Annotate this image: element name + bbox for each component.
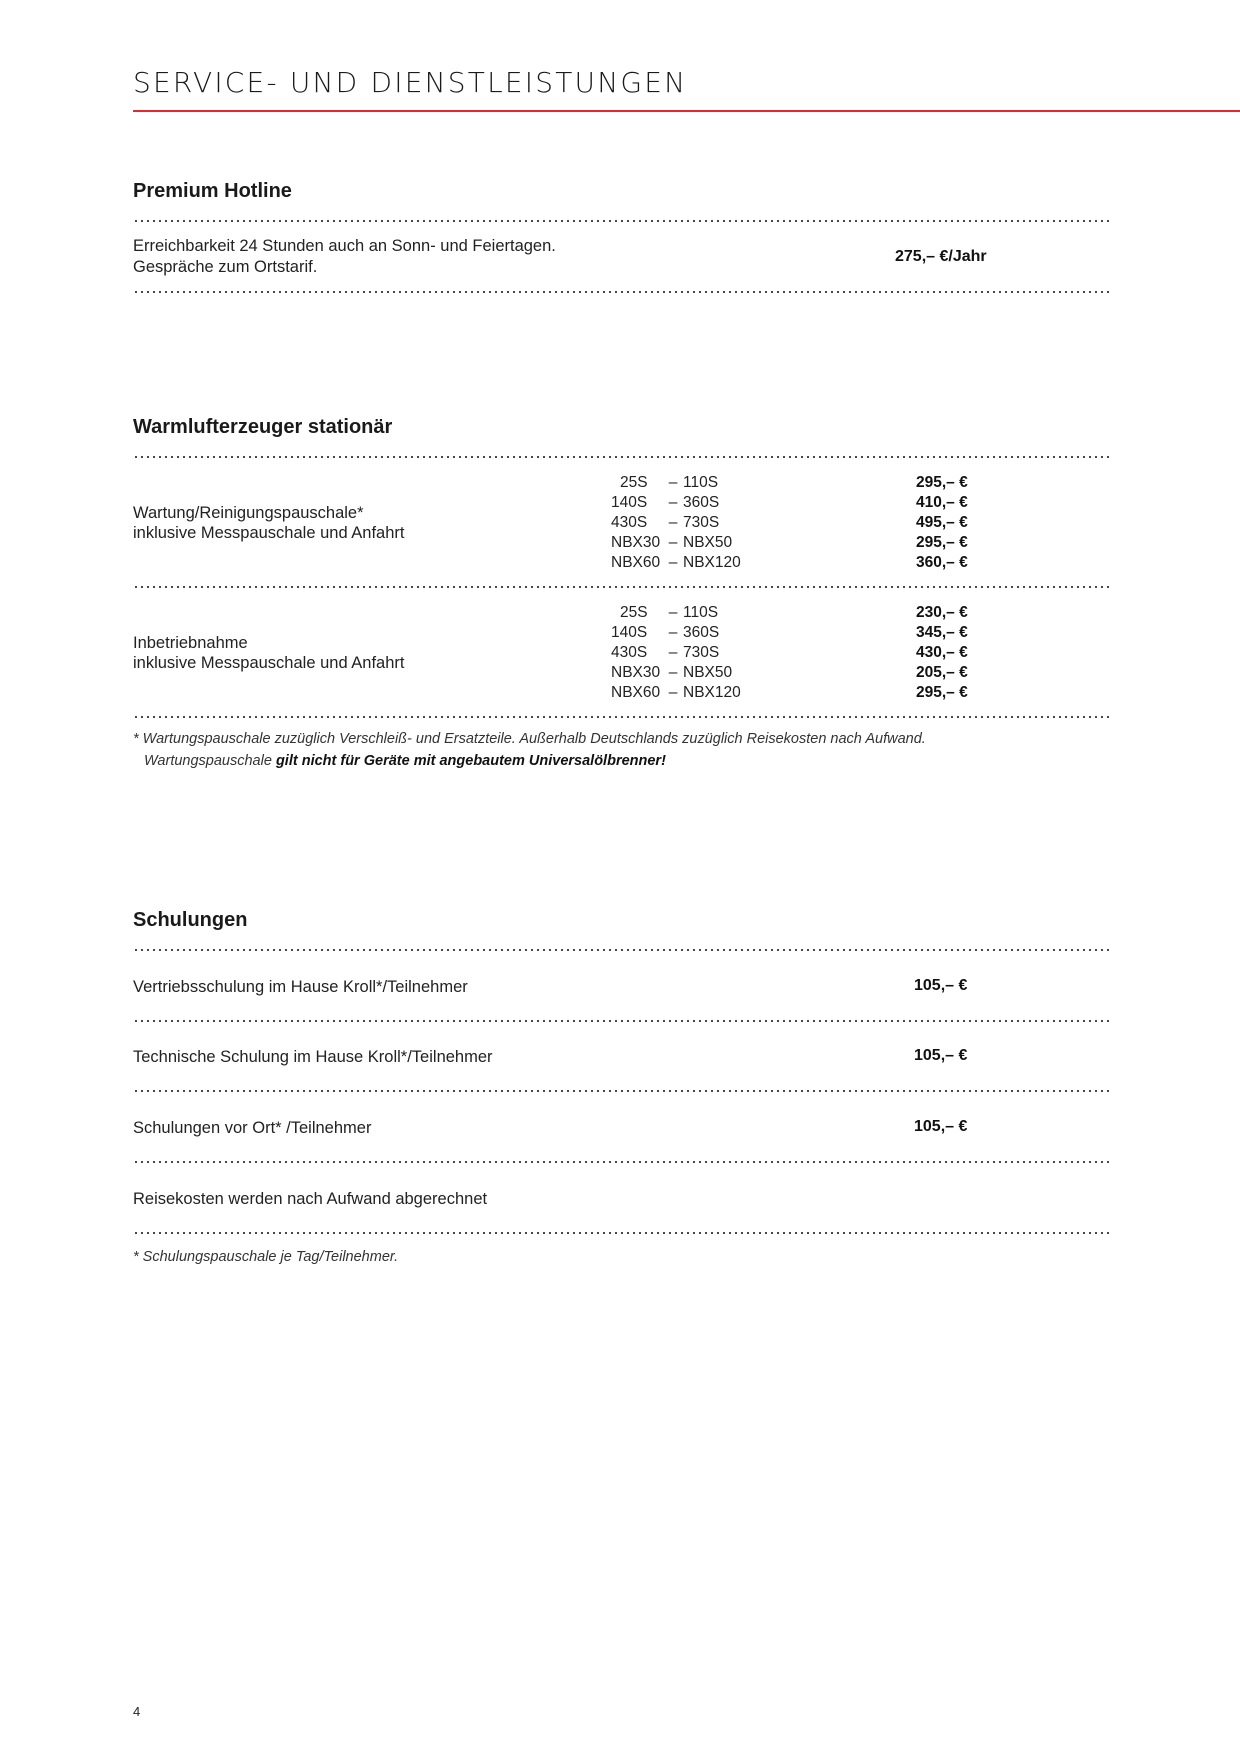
model-from: 25S [620, 474, 648, 491]
model-to: NBX50 [683, 534, 733, 551]
section-title-schulungen: Schulungen [133, 909, 248, 931]
model-from: 140S [611, 624, 648, 641]
dotted-divider [133, 291, 1112, 293]
model-from: 140S [611, 494, 648, 511]
schulung-row-label: Vertriebsschulung im Hause Kroll*/Teilnehmer [133, 978, 468, 996]
model-price: 230,– € [916, 604, 968, 621]
model-price: 295,– € [916, 474, 968, 491]
section-title-premium-hotline: Premium Hotline [133, 180, 292, 202]
model-range-row [611, 603, 763, 623]
hotline-description-line-2: Gespräche zum Ortstarif. [133, 258, 318, 276]
schulung-row-label: Schulungen vor Ort* /Teilnehmer [133, 1119, 372, 1137]
range-dash: – [668, 494, 678, 511]
model-price: 295,– € [916, 684, 968, 701]
model-price: 295,– € [916, 534, 968, 551]
model-from: 430S [611, 644, 648, 661]
inbetriebnahme-model-list [611, 603, 763, 703]
schulungen-footnote: * Schulungspauschale je Tag/Teilnehmer. [133, 1249, 399, 1265]
range-dash: – [668, 624, 678, 641]
model-to: 360S [683, 624, 720, 641]
dotted-divider [133, 1232, 1112, 1234]
model-from: 430S [611, 514, 648, 531]
model-to: 360S [683, 494, 720, 511]
schulung-row-price: 105,– € [914, 977, 968, 994]
dotted-divider [133, 1161, 1112, 1163]
inbetriebnahme-label-line-2: inklusive Messpauschale und Anfahrt [133, 654, 405, 672]
range-dash: – [668, 514, 678, 531]
model-from: NBX60 [611, 684, 661, 701]
range-dash: – [668, 474, 678, 491]
wartung-label-line-2: inklusive Messpauschale und Anfahrt [133, 524, 405, 542]
model-to: 110S [683, 474, 719, 491]
range-dash: – [668, 534, 678, 551]
wartung-footnote-line-2 [144, 750, 666, 772]
range-dash: – [668, 664, 678, 681]
title-divider [133, 110, 1240, 112]
model-range-row [611, 473, 763, 493]
schulung-row-label: Technische Schulung im Hause Kroll*/Teilnehmer [133, 1048, 493, 1066]
schulung-row-price: 105,– € [914, 1118, 968, 1135]
wartung-footnote-line-1: * Wartungspauschale zuzüglich Verschleiß- und Ersatzteile. Außerhalb Deutschlands zuzüglich Reisekosten nach Aufwand. [133, 731, 926, 747]
schulung-row-price: 105,– € [914, 1047, 968, 1064]
model-range-row [611, 533, 763, 553]
range-dash: – [668, 604, 678, 621]
model-price: 345,– € [916, 624, 968, 641]
model-from: NBX60 [611, 554, 661, 571]
inbetriebnahme-label-line-1: Inbetriebnahme [133, 634, 248, 652]
dotted-divider [133, 586, 1112, 588]
model-to: 730S [683, 514, 720, 531]
model-price: 430,– € [916, 644, 968, 661]
dotted-divider [133, 716, 1112, 718]
model-to: NBX120 [683, 684, 741, 701]
page-number: 4 [133, 1704, 141, 1719]
model-to: 730S [683, 644, 720, 661]
wartung-label-line-1: Wartung/Reinigungspauschale* [133, 504, 364, 522]
model-range-row [611, 623, 763, 643]
model-from: NBX30 [611, 534, 661, 551]
model-range-row [611, 643, 763, 663]
page-title: SERVICE- UND DIENSTLEISTUNGEN [133, 66, 688, 99]
model-to: 110S [683, 604, 719, 621]
model-range-row [611, 513, 763, 533]
inbetriebnahme-price-list [916, 603, 968, 703]
hotline-description-line-1: Erreichbarkeit 24 Stunden auch an Sonn- und Feiertagen. [133, 237, 556, 255]
dotted-divider [133, 949, 1112, 951]
footnote-bold-text: gilt nicht für Geräte mit angebautem Universalölbrenner! [275, 753, 666, 769]
model-range-row [611, 553, 763, 573]
model-range-row [611, 493, 763, 513]
model-range-row [611, 683, 763, 703]
range-dash: – [668, 684, 678, 701]
range-dash: – [668, 644, 678, 661]
wartung-model-list [611, 473, 763, 573]
schulung-row-label: Reisekosten werden nach Aufwand abgerechnet [133, 1190, 488, 1208]
wartung-price-list [916, 473, 968, 573]
dotted-divider [133, 456, 1112, 458]
section-title-warmlufterzeuger: Warmlufterzeuger stationär [133, 416, 393, 438]
model-from: 25S [620, 604, 648, 621]
model-price: 360,– € [916, 554, 968, 571]
model-price: 205,– € [916, 664, 968, 681]
hotline-price: 275,– €/Jahr [895, 248, 987, 265]
model-range-row [611, 663, 763, 683]
model-to: NBX120 [683, 554, 741, 571]
footnote-normal-text: Wartungspauschale [144, 753, 272, 769]
dotted-divider [133, 220, 1112, 222]
dotted-divider [133, 1020, 1112, 1022]
range-dash: – [668, 554, 678, 571]
model-to: NBX50 [683, 664, 733, 681]
model-price: 410,– € [916, 494, 968, 511]
model-from: NBX30 [611, 664, 661, 681]
dotted-divider [133, 1090, 1112, 1092]
model-price: 495,– € [916, 514, 968, 531]
